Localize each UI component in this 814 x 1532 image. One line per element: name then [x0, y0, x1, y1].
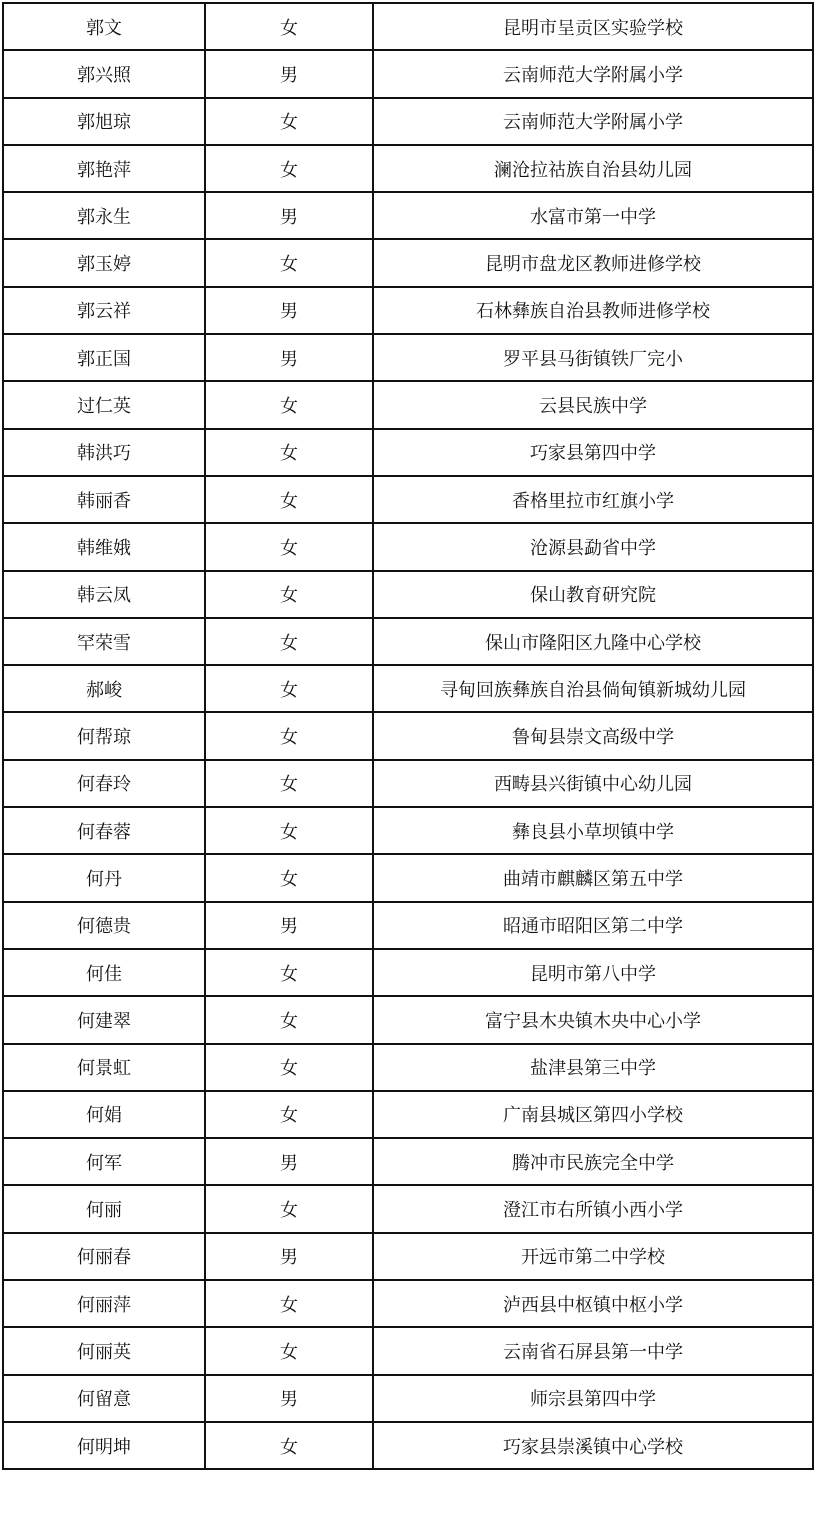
table-row — [3, 949, 813, 996]
gender-cell: 女 — [205, 1185, 373, 1232]
gender-cell: 女 — [205, 145, 373, 192]
unit-cell: 腾冲市民族完全中学 — [373, 1138, 813, 1185]
name-cell: 何建翠 — [3, 996, 205, 1043]
unit-cell: 昆明市呈贡区实验学校 — [373, 3, 813, 50]
unit-cell: 彝良县小草坝镇中学 — [373, 807, 813, 854]
gender-cell: 女 — [205, 3, 373, 50]
name-cell: 何佳 — [3, 949, 205, 996]
name-cell: 韩丽香 — [3, 476, 205, 523]
name-cell: 郭正国 — [3, 334, 205, 381]
unit-cell: 石林彝族自治县教师进修学校 — [373, 287, 813, 334]
unit-cell: 云南师范大学附属小学 — [373, 98, 813, 145]
name-cell: 郭云祥 — [3, 287, 205, 334]
table-row — [3, 1280, 813, 1327]
name-cell: 何军 — [3, 1138, 205, 1185]
table-row — [3, 1044, 813, 1091]
table-row — [3, 1091, 813, 1138]
name-cell: 何春玲 — [3, 760, 205, 807]
gender-cell: 女 — [205, 807, 373, 854]
unit-cell: 云南省石屏县第一中学 — [373, 1327, 813, 1374]
name-cell: 郭永生 — [3, 192, 205, 239]
gender-cell: 男 — [205, 192, 373, 239]
table-row — [3, 902, 813, 949]
table-row — [3, 287, 813, 334]
unit-cell: 寻甸回族彝族自治县倘甸镇新城幼儿园 — [373, 665, 813, 712]
gender-cell: 女 — [205, 1091, 373, 1138]
name-cell: 郭文 — [3, 3, 205, 50]
unit-cell: 师宗县第四中学 — [373, 1375, 813, 1422]
name-cell: 何丽春 — [3, 1233, 205, 1280]
name-cell: 郭兴照 — [3, 50, 205, 97]
unit-cell: 云南师范大学附属小学 — [373, 50, 813, 97]
gender-cell: 男 — [205, 1375, 373, 1422]
unit-cell: 广南县城区第四小学校 — [373, 1091, 813, 1138]
table-row — [3, 854, 813, 901]
unit-cell: 昭通市昭阳区第二中学 — [373, 902, 813, 949]
name-cell: 罕荣雪 — [3, 618, 205, 665]
gender-cell: 男 — [205, 902, 373, 949]
name-cell: 郭艳萍 — [3, 145, 205, 192]
gender-cell: 女 — [205, 429, 373, 476]
name-cell: 何丽英 — [3, 1327, 205, 1374]
unit-cell: 昆明市盘龙区教师进修学校 — [373, 239, 813, 286]
name-cell: 何明坤 — [3, 1422, 205, 1469]
name-cell: 过仁英 — [3, 381, 205, 428]
unit-cell: 曲靖市麒麟区第五中学 — [373, 854, 813, 901]
table-row — [3, 1375, 813, 1422]
gender-cell: 男 — [205, 334, 373, 381]
gender-cell: 女 — [205, 1327, 373, 1374]
table-row — [3, 665, 813, 712]
unit-cell: 泸西县中枢镇中枢小学 — [373, 1280, 813, 1327]
name-cell: 何帮琼 — [3, 712, 205, 759]
table-row — [3, 523, 813, 570]
gender-cell: 女 — [205, 476, 373, 523]
unit-cell: 香格里拉市红旗小学 — [373, 476, 813, 523]
gender-cell: 女 — [205, 712, 373, 759]
name-cell: 韩洪巧 — [3, 429, 205, 476]
table-row — [3, 381, 813, 428]
name-cell: 郝峻 — [3, 665, 205, 712]
table-row — [3, 571, 813, 618]
table-row — [3, 712, 813, 759]
name-cell: 何娟 — [3, 1091, 205, 1138]
gender-cell: 男 — [205, 1233, 373, 1280]
table-row — [3, 1185, 813, 1232]
unit-cell: 开远市第二中学校 — [373, 1233, 813, 1280]
name-cell: 何德贵 — [3, 902, 205, 949]
table-row — [3, 618, 813, 665]
gender-cell: 女 — [205, 760, 373, 807]
gender-cell: 女 — [205, 239, 373, 286]
table-row — [3, 98, 813, 145]
table-row — [3, 1138, 813, 1185]
name-cell: 何春蓉 — [3, 807, 205, 854]
gender-cell: 男 — [205, 1138, 373, 1185]
name-cell: 何留意 — [3, 1375, 205, 1422]
table-row — [3, 192, 813, 239]
unit-cell: 保山教育研究院 — [373, 571, 813, 618]
table-row — [3, 1327, 813, 1374]
gender-cell: 女 — [205, 523, 373, 570]
name-cell: 郭玉婷 — [3, 239, 205, 286]
name-cell: 何丽萍 — [3, 1280, 205, 1327]
table-row — [3, 760, 813, 807]
name-cell: 何丹 — [3, 854, 205, 901]
unit-cell: 云县民族中学 — [373, 381, 813, 428]
gender-cell: 女 — [205, 1422, 373, 1469]
gender-cell: 男 — [205, 50, 373, 97]
name-cell: 何景虹 — [3, 1044, 205, 1091]
gender-cell: 女 — [205, 854, 373, 901]
table-row — [3, 1422, 813, 1469]
name-cell: 何丽 — [3, 1185, 205, 1232]
unit-cell: 沧源县勐省中学 — [373, 523, 813, 570]
unit-cell: 西畴县兴街镇中心幼儿园 — [373, 760, 813, 807]
unit-cell: 水富市第一中学 — [373, 192, 813, 239]
unit-cell: 罗平县马街镇铁厂完小 — [373, 334, 813, 381]
name-cell: 郭旭琼 — [3, 98, 205, 145]
table-row — [3, 50, 813, 97]
table-row — [3, 476, 813, 523]
roster-table — [2, 2, 814, 1470]
unit-cell: 澄江市右所镇小西小学 — [373, 1185, 813, 1232]
gender-cell: 女 — [205, 665, 373, 712]
gender-cell: 男 — [205, 287, 373, 334]
unit-cell: 鲁甸县崇文高级中学 — [373, 712, 813, 759]
gender-cell: 女 — [205, 381, 373, 428]
table-row — [3, 429, 813, 476]
name-cell: 韩维娥 — [3, 523, 205, 570]
table-row — [3, 3, 813, 50]
unit-cell: 盐津县第三中学 — [373, 1044, 813, 1091]
roster-table-body — [3, 3, 813, 1469]
unit-cell: 富宁县木央镇木央中心小学 — [373, 996, 813, 1043]
name-cell: 韩云凤 — [3, 571, 205, 618]
unit-cell: 巧家县崇溪镇中心学校 — [373, 1422, 813, 1469]
gender-cell: 女 — [205, 571, 373, 618]
unit-cell: 巧家县第四中学 — [373, 429, 813, 476]
table-row — [3, 145, 813, 192]
gender-cell: 女 — [205, 98, 373, 145]
table-row — [3, 334, 813, 381]
table-row — [3, 996, 813, 1043]
unit-cell: 昆明市第八中学 — [373, 949, 813, 996]
table-row — [3, 807, 813, 854]
table-row — [3, 239, 813, 286]
gender-cell: 女 — [205, 618, 373, 665]
unit-cell: 澜沧拉祜族自治县幼儿园 — [373, 145, 813, 192]
table-row — [3, 1233, 813, 1280]
gender-cell: 女 — [205, 1280, 373, 1327]
gender-cell: 女 — [205, 949, 373, 996]
gender-cell: 女 — [205, 996, 373, 1043]
gender-cell: 女 — [205, 1044, 373, 1091]
unit-cell: 保山市隆阳区九隆中心学校 — [373, 618, 813, 665]
